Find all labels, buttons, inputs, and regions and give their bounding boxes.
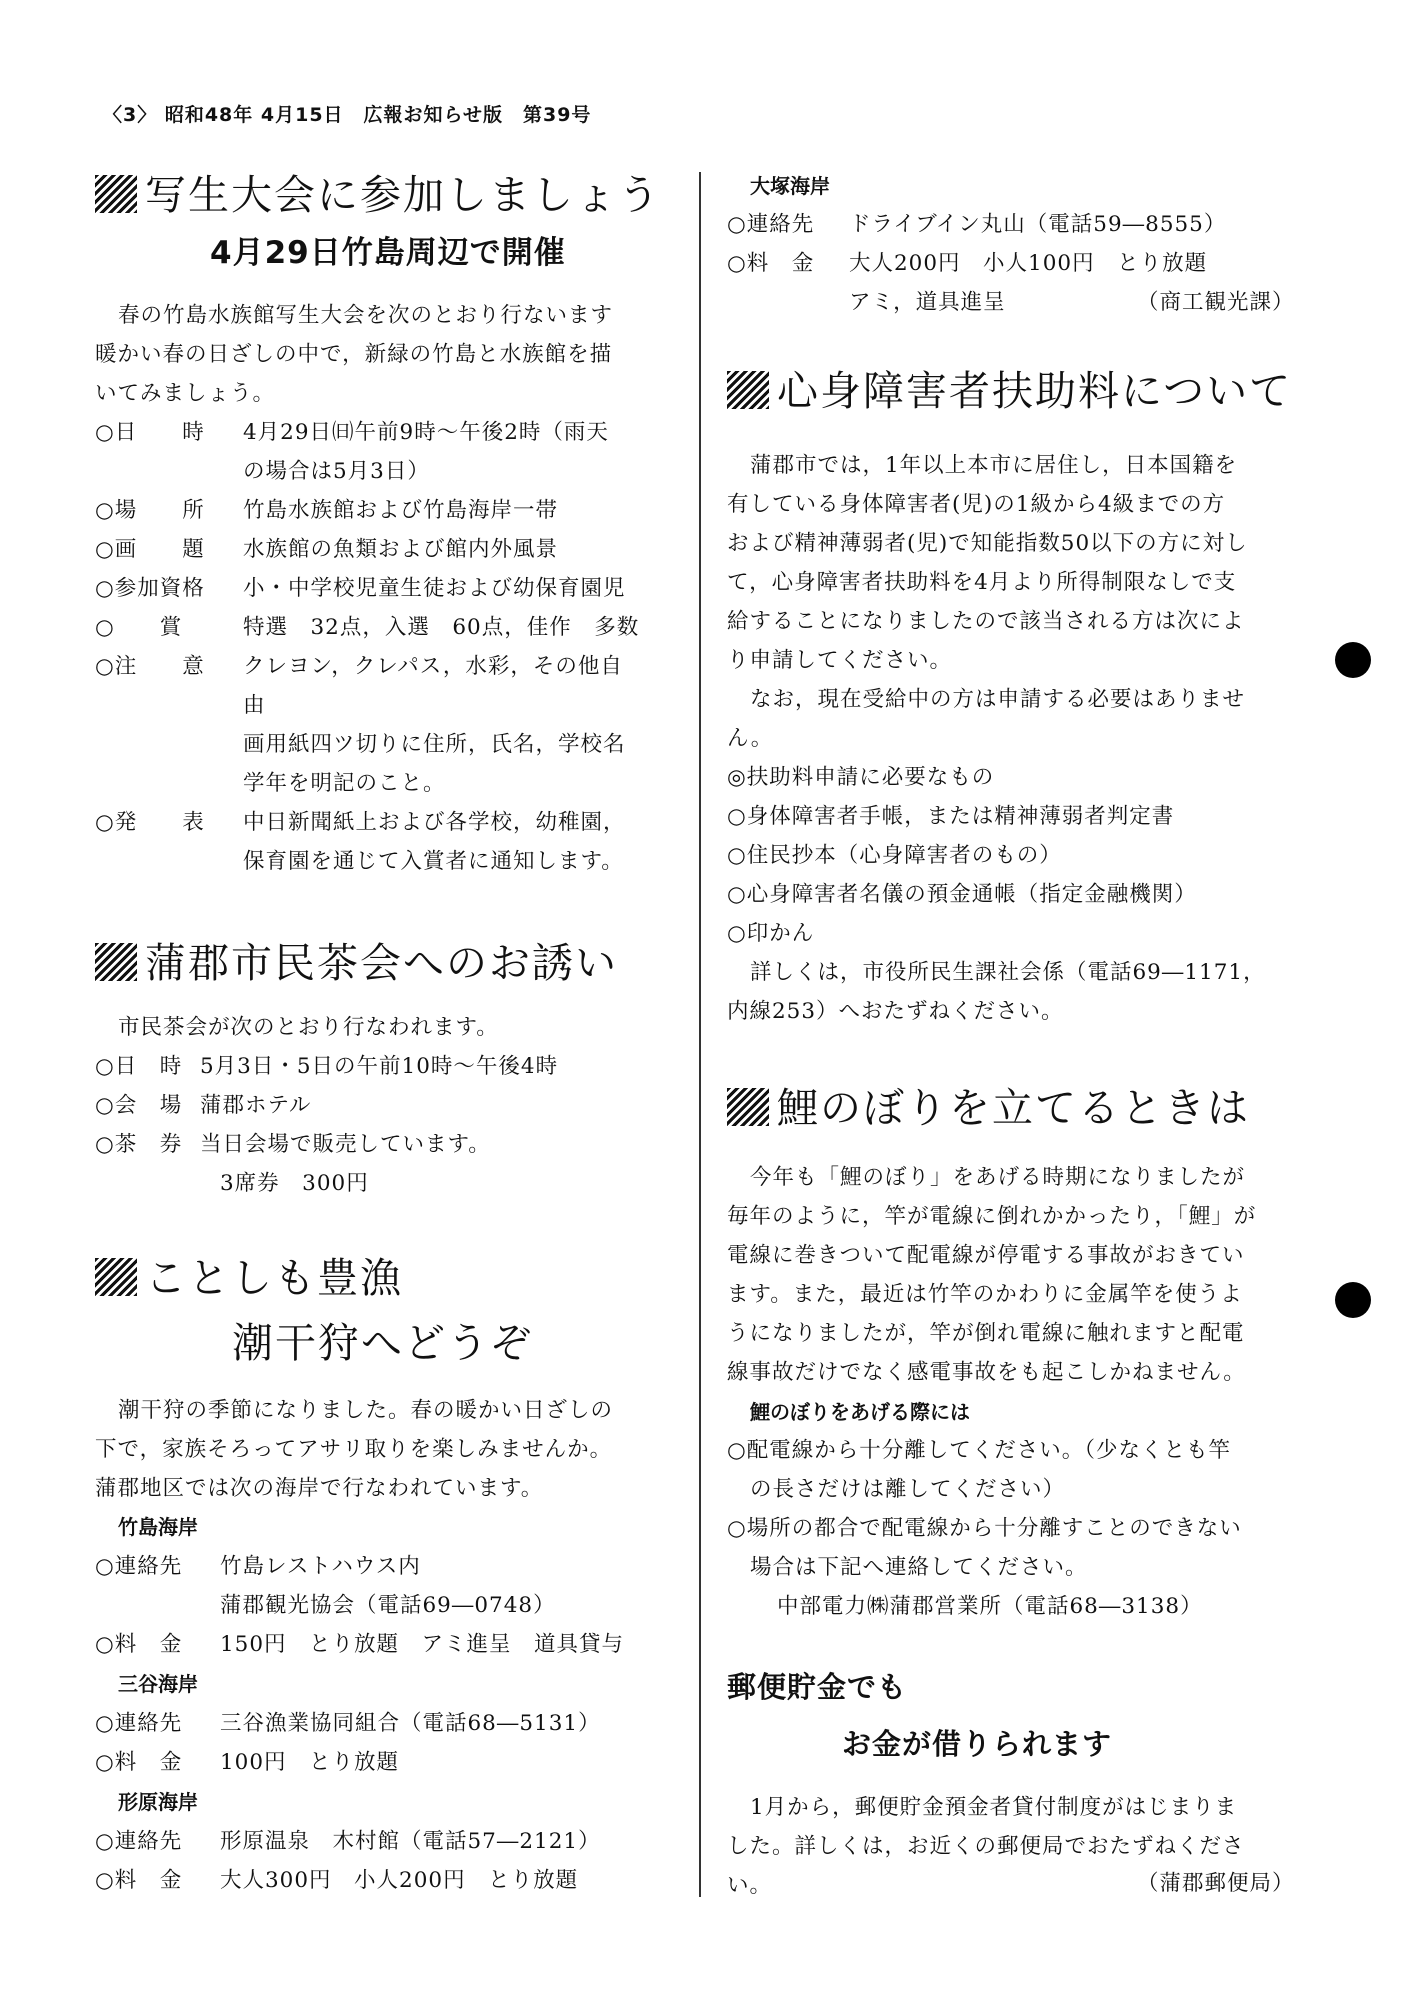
disability-needs-title: ◎扶助料申請に必要なもの — [727, 765, 995, 790]
postal-body-line: い。 — [727, 1873, 773, 1898]
beach-fee: 大人200円 小人100円 とり放題 — [849, 251, 1208, 276]
tea-item-label: ○日 時 — [95, 1054, 183, 1079]
beach-name: 形原海岸 — [118, 1790, 198, 1814]
sketch-item-value: の場合は5月3日） — [243, 459, 430, 484]
beach-contact-label: ○連絡先 — [95, 1711, 183, 1736]
sketch-item-label: ○日 時 — [95, 420, 205, 445]
koi-body-line: 線事故だけでなく感電事故をも起こしかねません。 — [727, 1360, 1246, 1385]
postal-body-line: 1月から，郵便貯金預金者貸付制度がはじまりま — [750, 1795, 1238, 1820]
heading-hatch-icon — [95, 1258, 137, 1296]
beach-fee-label: ○料 金 — [95, 1750, 183, 1775]
clam-intro-line: 下で，家族そろってアサリ取りを楽しみませんか。 — [95, 1437, 613, 1462]
beach-contact: ドライブイン丸山（電話59―8555） — [849, 212, 1227, 237]
disability-need-item: ○住民抄本（心身障害者のもの） — [727, 843, 1062, 868]
sketch-item-value: 特選 32点，入選 60点，佳作 多数 — [243, 615, 640, 640]
beach-contact-label: ○連絡先 — [95, 1829, 183, 1854]
sketch-item-value: 中日新聞紙上および各学校，幼稚園， — [243, 810, 626, 835]
section-credit: （商工観光課） — [1137, 290, 1295, 315]
sketch-title: 写生大会に参加しましょう — [95, 162, 661, 221]
koi-subheading: 鯉のぼりをあげる際には — [750, 1400, 970, 1424]
disability-need-item: ○心身障害者名儀の預金通帳（指定金融機関） — [727, 882, 1197, 907]
beach-name: 三谷海岸 — [118, 1672, 198, 1696]
postal-title: 郵便貯金でも — [727, 1670, 908, 1704]
disability-body-line: て，心身障害者扶助料を4月より所得制限なしで支 — [727, 570, 1237, 595]
postal-subtitle: お金が借りられます — [842, 1727, 1113, 1761]
sketch-item-value: 小・中学校児童生徒および幼保育園児 — [243, 576, 626, 601]
sketch-item-value: 4月29日㈰午前9時～午後2時（雨天 — [243, 420, 609, 445]
sketch-intro-line: 暖かい春の日ざしの中で，新緑の竹島と水族館を描 — [95, 342, 613, 367]
sketch-item-value: 学年を明記のこと。 — [243, 771, 446, 796]
disability-body-line: 給することになりましたので該当される方は次によ — [727, 609, 1245, 634]
disability-contact-line: 内線253）へおたずねください。 — [727, 999, 1064, 1024]
koi-body-line: 電線に巻きついて配電線が停電する事故がおきてい — [727, 1243, 1245, 1268]
beach-fee: アミ，道具進呈 — [849, 290, 1006, 315]
tea-item-value: 当日会場で販売しています。 — [200, 1132, 491, 1157]
tea-item-value: 蒲郡ホテル — [200, 1093, 312, 1118]
koi-title: 鯉のぼりを立てるときは — [727, 1075, 1250, 1134]
sketch-item-value: 画用紙四ツ切りに住所，氏名，学校名 — [243, 732, 626, 757]
tea-item-value: 5月3日・5日の午前10時～午後4時 — [200, 1054, 559, 1079]
koi-body-line: うになりましたが，竿が倒れ電線に触れますと配電 — [727, 1321, 1245, 1346]
tea-item-label: ○茶 券 — [95, 1132, 183, 1157]
beach-fee: 大人300円 小人200円 とり放題 — [220, 1868, 579, 1893]
disability-body-line: 蒲郡市では，1年以上本市に居住し，日本国籍を — [750, 453, 1238, 478]
clam-intro-line: 蒲郡地区では次の海岸で行なわれています。 — [95, 1476, 544, 1501]
beach-contact-label: ○連絡先 — [95, 1554, 183, 1579]
disability-need-item: ○身体障害者手帳，または精神薄弱者判定書 — [727, 804, 1175, 829]
beach-contact: 竹島レストハウス内 — [220, 1554, 421, 1579]
tea-item-value: 3席券 300円 — [220, 1171, 369, 1196]
disability-need-item: ○印かん — [727, 921, 815, 946]
koi-body-line: 毎年のように，竿が電線に倒れかかったり，「鯉」が — [727, 1204, 1257, 1229]
beach-fee-label: ○料 金 — [95, 1632, 183, 1657]
sketch-intro-line: 春の竹島水族館写生大会を次のとおり行ないます — [118, 303, 614, 328]
page-header: 〈3〉 昭和48年 4月15日 広報お知らせ版 第39号 — [103, 104, 592, 126]
column-divider — [699, 172, 701, 1897]
beach-name: 大塚海岸 — [750, 174, 830, 198]
sketch-item-value: 保育園を通じて入賞者に通知します。 — [243, 849, 624, 874]
tea-item-label: ○会 場 — [95, 1093, 183, 1118]
section-credit: （蒲郡郵便局） — [1137, 1871, 1295, 1896]
beach-fee-label: ○料 金 — [95, 1868, 183, 1893]
heading-hatch-icon — [95, 175, 137, 213]
koi-item-line: ○配電線から十分離してください。（少なくとも竿 — [727, 1438, 1232, 1463]
beach-fee: 100円 とり放題 — [220, 1750, 400, 1775]
disability-title: 心身障害者扶助料について — [727, 358, 1292, 417]
clam-subtitle: 潮干狩へどうぞ — [232, 1319, 533, 1367]
clam-intro-line: 潮干狩の季節になりました。春の暖かい日ざしの — [118, 1398, 614, 1423]
binder-hole-mark — [1335, 642, 1371, 678]
disability-body-line: り申請してください。 — [727, 648, 953, 673]
beach-contact: 形原温泉 木村館（電話57―2121） — [220, 1829, 601, 1854]
disability-body-line: 有している身体障害者(児)の1級から4級までの方 — [727, 492, 1226, 517]
heading-hatch-icon — [727, 1088, 769, 1126]
heading-hatch-icon — [727, 371, 769, 409]
beach-contact-label: ○連絡先 — [727, 212, 815, 237]
koi-item-line: の長さだけは離してください） — [750, 1477, 1066, 1502]
beach-contact: 三谷漁業協同組合（電話68―5131） — [220, 1711, 601, 1736]
beach-name: 竹島海岸 — [118, 1515, 198, 1539]
tea-intro: 市民茶会が次のとおり行なわれます。 — [118, 1015, 499, 1040]
beach-fee: 150円 とり放題 アミ進呈 道具貸与 — [220, 1632, 625, 1657]
sketch-item-label: ○注 意 — [95, 654, 205, 679]
postal-body-line: した。詳しくは，お近くの郵便局でおたずねくださ — [727, 1834, 1245, 1859]
heading-hatch-icon — [95, 943, 137, 981]
sketch-item-label: ○参加資格 — [95, 576, 205, 601]
sketch-item-value: 水族館の魚類および館内外風景 — [243, 537, 559, 562]
sketch-item-value: クレヨン，クレパス，水彩，その他自 — [243, 654, 623, 679]
disability-body-line: なお，現在受給中の方は申請する必要はありませ — [750, 687, 1246, 712]
koi-contact: 中部電力㈱蒲郡営業所（電話68―3138） — [777, 1594, 1203, 1619]
koi-item-line: 場合は下記へ連絡してください。 — [750, 1555, 1088, 1580]
koi-body-line: 今年も「鯉のぼり」をあげる時期になりましたが — [750, 1165, 1246, 1190]
sketch-subtitle: 4月29日竹島周辺で開催 — [210, 235, 566, 271]
sketch-item-label: ○ 賞 — [95, 615, 183, 640]
binder-hole-mark — [1335, 1282, 1371, 1318]
koi-item-line: ○場所の都合で配電線から十分離すことのできない — [727, 1516, 1242, 1541]
koi-body-line: ます。また，最近は竹竿のかわりに金属竿を使うよ — [727, 1282, 1243, 1307]
sketch-item-value: 由 — [243, 693, 266, 718]
sketch-item-value: 竹島水族館および竹島海岸一帯 — [243, 498, 559, 523]
sketch-item-label: ○画 題 — [95, 537, 205, 562]
beach-fee-label: ○料 金 — [727, 251, 815, 276]
disability-body-line: ん。 — [727, 726, 774, 751]
sketch-item-label: ○場 所 — [95, 498, 205, 523]
disability-body-line: および精神薄弱者(児)で知能指数50以下の方に対し — [727, 531, 1248, 556]
beach-contact: 蒲郡観光協会（電話69―0748） — [220, 1593, 556, 1618]
sketch-intro-line: いてみましょう。 — [95, 381, 276, 406]
disability-contact-line: 詳しくは，市役所民生課社会係（電話69―1171， — [750, 960, 1266, 985]
sketch-item-label: ○発 表 — [95, 810, 205, 835]
tea-title: 蒲郡市民茶会へのお誘い — [95, 930, 618, 989]
clam-title: ことしも豊漁 — [95, 1245, 403, 1304]
